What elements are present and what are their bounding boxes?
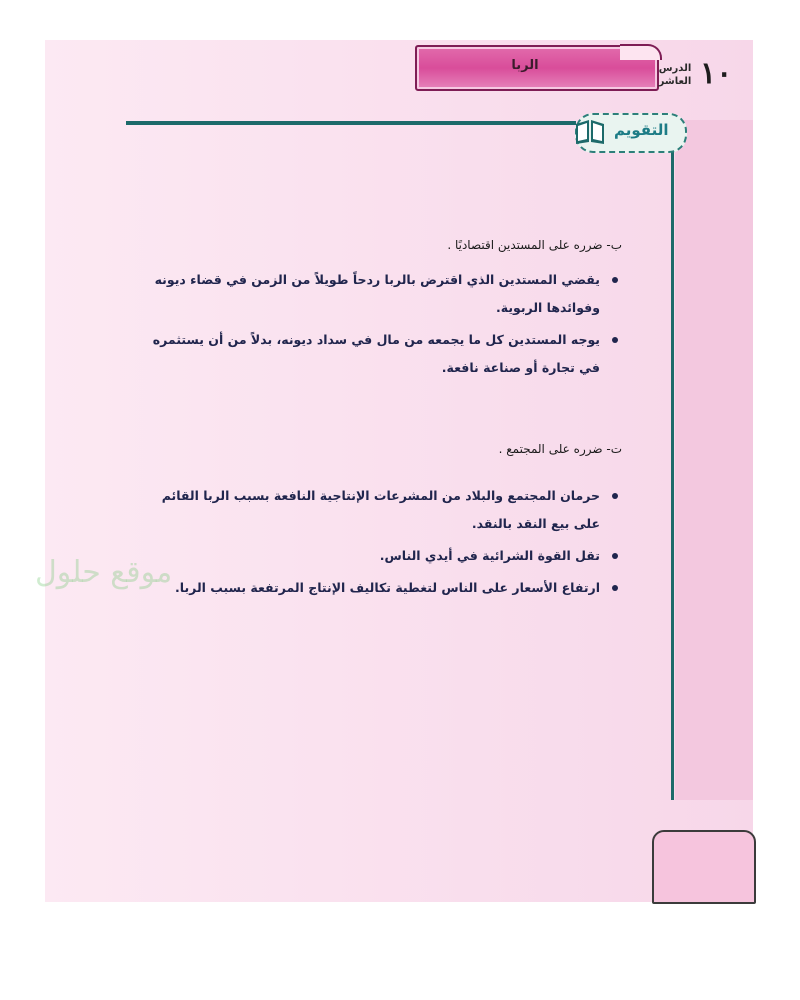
bullet-icon (612, 337, 618, 343)
bullet-icon (612, 553, 618, 559)
bullet-icon (612, 585, 618, 591)
section-heading: ت- ضرره على المجتمع . (498, 442, 622, 456)
bullet-icon (612, 277, 618, 283)
book-icon (572, 116, 608, 146)
list-item (140, 266, 622, 322)
site-watermark: موقع حلول (35, 555, 173, 590)
list-item (140, 326, 622, 382)
list-item (135, 574, 622, 602)
lesson-label-line1: الدرس (658, 63, 692, 74)
list-item-text: ارتفاع الأسعار على الناس لتغطية تكاليف الإنتاج المرتفعة بسبب الربا. (175, 580, 600, 595)
bullet-icon (612, 493, 618, 499)
lesson-number: ١٠ (700, 56, 733, 91)
lesson-label-line2: العاشر (658, 76, 692, 87)
list-item-text: يوجه المستدين كل ما يجمعه من مال في سداد ديونه، بدلاً من أن يستثمره في تجارة أو صناعة نافعة. (152, 332, 600, 375)
evaluation-label: التقويم (614, 121, 669, 139)
list-item-text: حرمان المجتمع والبلاد من المشرعات الإنتاجية النافعة بسبب الربا القائم على بيع النقد بالنقد. (161, 488, 600, 531)
lesson-label (652, 62, 698, 88)
lesson-title: الربا (511, 58, 539, 73)
list-item (135, 482, 622, 538)
page-corner-box (652, 830, 756, 904)
title-tab-fold (620, 44, 662, 60)
list-item-text: تقل القوة الشرائية في أيدي الناس. (379, 548, 600, 563)
list-item (135, 542, 622, 570)
section-society-harm (135, 442, 622, 606)
bullet-list (135, 482, 622, 602)
bullet-list (140, 266, 622, 382)
list-item-text: يقضي المستدين الذي اقترض بالربا ردحاً طويلاً من الزمن في قضاء ديونه وفوائدها الربوية. (154, 272, 600, 315)
margin-divider-line (671, 150, 674, 800)
right-margin-strip (675, 120, 753, 800)
section-economic-harm (140, 238, 622, 386)
header-divider-line (126, 121, 576, 125)
section-heading: ب- ضرره على المستدين اقتصاديًا . (447, 238, 622, 252)
